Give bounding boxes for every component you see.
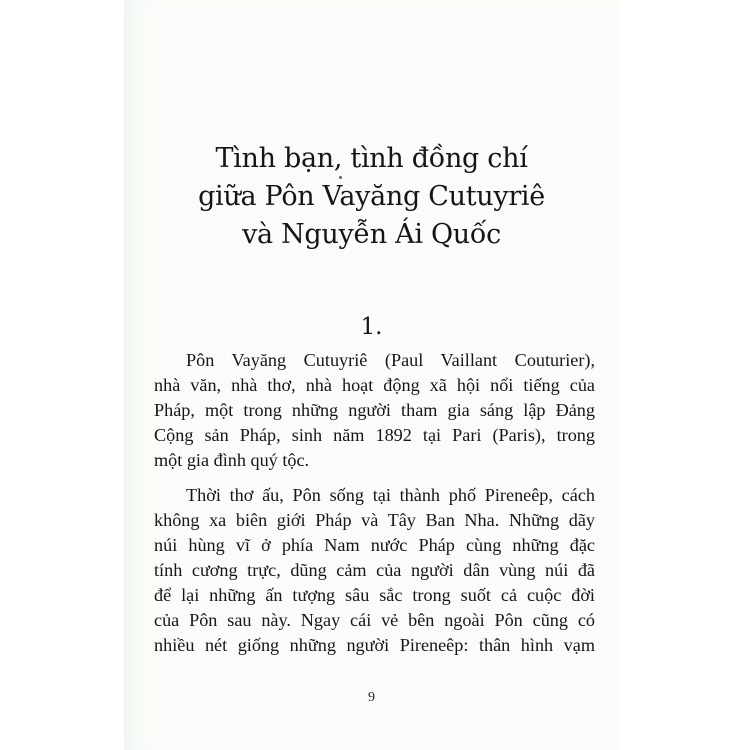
chapter-title-line: giữa Pôn Vayăng Cutuyriê xyxy=(198,181,545,212)
text-line: Pháp, một trong những người tham gia sáng lập Đảng xyxy=(154,400,595,420)
section-number: 1. xyxy=(360,314,383,340)
text-line: Thời thơ ấu, Pôn sống tại thành phố Pireneêp, cách xyxy=(186,485,595,505)
text-line: nhà văn, nhà thơ, nhà hoạt động xã hội nổi tiếng của xyxy=(154,375,595,395)
text-line: để lại những ấn tượng sâu sắc trong suốt cả cuộc đời xyxy=(154,585,595,605)
text-line: núi hùng vĩ ở phía Nam nước Pháp cùng những đặc xyxy=(154,535,595,555)
text-line: Cộng sản Pháp, sinh năm 1892 tại Pari (Paris), trong xyxy=(154,425,595,445)
text-line: tính cương trực, dũng cảm của người dân vùng núi đã xyxy=(154,560,595,580)
paragraph xyxy=(154,483,595,658)
chapter-title xyxy=(124,140,619,254)
text-line: không xa biên giới Pháp và Tây Ban Nha. Những dãy xyxy=(154,510,595,530)
chapter-title-line: Tình bạn, tình đồng chí xyxy=(215,143,528,174)
book-page xyxy=(124,0,619,750)
text-line: Pôn Vayăng Cutuyriê (Paul Vaillant Couturier), xyxy=(186,350,595,370)
text-line: nhiều nét giống những người Pireneêp: thân hình vạm xyxy=(154,635,595,655)
paragraph xyxy=(154,348,595,473)
chapter-title-line: và Nguyễn Ái Quốc xyxy=(242,219,501,250)
page-number: 9 xyxy=(368,690,375,705)
text-line: của Pôn sau này. Ngay cái vẻ bên ngoài Pôn cũng có xyxy=(154,610,595,630)
text-line: một gia đình quý tộc. xyxy=(154,450,310,470)
